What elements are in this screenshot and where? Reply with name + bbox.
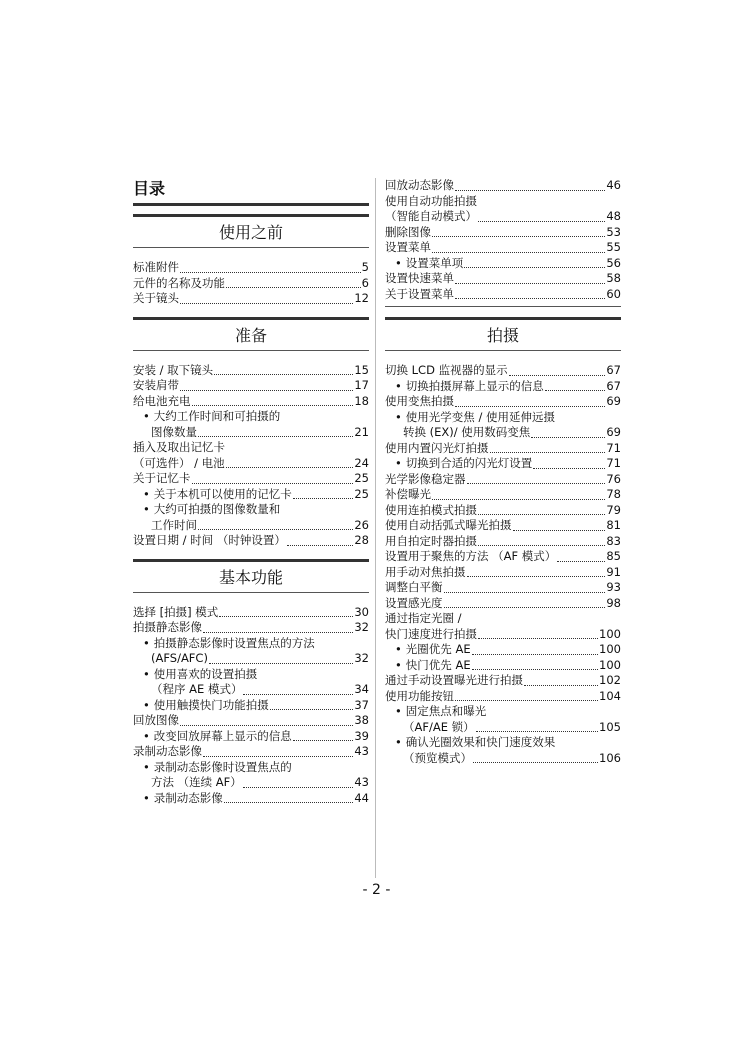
toc-entry-text: 使用自动括弧式曝光拍摄: [385, 518, 512, 532]
toc-entry[interactable]: [385, 565, 621, 581]
toc-entry-text: 快门速度进行拍摄: [385, 626, 477, 641]
toc-entry-text: 使用光学变焦 / 使用延伸远摄: [405, 409, 555, 424]
toc-entry[interactable]: [385, 379, 621, 395]
toc-leader-dots: [524, 685, 598, 686]
toc-leader-dots: [214, 374, 353, 375]
toc-entry-page: 18: [354, 393, 369, 408]
bullet-icon: •: [395, 735, 402, 749]
toc-entry[interactable]: [133, 487, 369, 503]
toc-entry-page: 25: [354, 471, 369, 485]
toc-entry-text: 设置用于聚焦的方法 （AF 模式）: [385, 549, 557, 563]
column-divider: [375, 178, 376, 878]
toc-entry[interactable]: [385, 225, 621, 241]
toc-leader-dots: [243, 694, 353, 695]
toc-leader-dots: [270, 709, 354, 710]
toc-entry-page: 93: [606, 580, 621, 594]
toc-entry-page: 48: [606, 209, 621, 223]
toc-entry-text: 通过手动设置曝光进行拍摄: [385, 673, 523, 687]
toc-leader-dots: [545, 390, 606, 391]
right-top-rule: [385, 306, 621, 307]
toc-entry-page: 100: [599, 626, 621, 641]
bullet-icon: •: [143, 728, 150, 743]
section-spacer: [133, 593, 369, 605]
toc-leader-dots: [180, 303, 353, 304]
toc-leader-dots: [192, 483, 354, 484]
toc-entry[interactable]: [385, 534, 621, 550]
toc-entry-text: 方法 （连续 AF）: [151, 775, 242, 789]
section-gap: [133, 307, 369, 317]
toc-entry-page: 32: [354, 651, 369, 665]
toc-entry-page: 69: [606, 394, 621, 408]
section-spacer: [133, 351, 369, 363]
toc-entry[interactable]: [133, 729, 369, 745]
toc-leader-dots: [476, 731, 598, 732]
bullet-icon: •: [143, 486, 150, 501]
toc-entry-page: 60: [606, 286, 621, 301]
toc-entry-text: 拍摄静态影像时设置焦点的方法: [153, 635, 315, 650]
toc-entry[interactable]: [133, 440, 369, 456]
toc-entry[interactable]: [385, 425, 621, 441]
toc-entry[interactable]: [385, 287, 621, 303]
bullet-icon: •: [395, 378, 402, 393]
toc-entry-page: 56: [606, 255, 621, 270]
toc-entry-text: 切换 LCD 监视器的显示: [385, 363, 508, 377]
toc-leader-dots: [219, 616, 353, 617]
bullet-icon: •: [143, 666, 150, 681]
toc-entry[interactable]: [133, 775, 369, 791]
toc-entry-text: 使用内置闪光灯拍摄: [385, 440, 489, 455]
toc-entry-text: 用自拍定时器拍摄: [385, 533, 477, 548]
toc-entry[interactable]: [133, 713, 369, 729]
toc-entry-text: 录制动态影像: [133, 744, 202, 758]
toc-entry-text: 使用功能按钮: [385, 688, 454, 703]
toc-leader-dots: [455, 700, 598, 701]
toc-entry-text: 给电池充电: [133, 393, 191, 408]
toc-entry-page: 98: [606, 595, 621, 610]
toc-entry-text: 设置感光度: [385, 595, 443, 610]
toc-entry-text: 通过指定光圈 /: [385, 611, 462, 625]
toc-entry-page: 46: [606, 178, 621, 192]
bullet-icon: •: [143, 759, 150, 774]
toc-entry-page: 69: [606, 425, 621, 439]
toc-entry-page: 55: [606, 240, 621, 254]
toc-entry-text: 切换拍摄屏幕上显示的信息: [405, 378, 544, 393]
toc-entry-text: （可选件） / 电池: [133, 455, 225, 470]
toc-entry-text: 选择 [拍摄] 模式: [133, 604, 219, 619]
toc-leader-dots: [473, 762, 598, 763]
toc-entry-text: 设置日期 / 时间 （时钟设置）: [133, 533, 286, 547]
toc-entry-text: 关于设置菜单: [385, 286, 454, 301]
toc-entry-page: 25: [354, 486, 369, 501]
toc-leader-dots: [531, 437, 605, 438]
toc-entry[interactable]: [385, 704, 621, 720]
toc-entry[interactable]: [385, 580, 621, 596]
toc-entry-page: 81: [606, 518, 621, 532]
toc-leader-dots: [209, 663, 353, 664]
toc-leader-dots: [198, 529, 353, 530]
toc-entry-text: 固定焦点和曝光: [405, 704, 487, 718]
toc-entry-text: 大约可拍摄的图像数量和: [153, 502, 281, 516]
toc-entry[interactable]: [133, 760, 369, 776]
toc-entry[interactable]: [385, 735, 621, 751]
toc-entry[interactable]: [133, 791, 369, 807]
toc-entry-text: 插入及取出记忆卡: [133, 440, 225, 454]
toc-left-column: [133, 178, 369, 806]
toc-entry[interactable]: [385, 751, 621, 767]
toc-entry[interactable]: [133, 260, 369, 276]
toc-entry[interactable]: [385, 596, 621, 612]
toc-entry[interactable]: [133, 378, 369, 394]
toc-section: [133, 214, 369, 317]
toc-entry-text: 安装 / 取下镜头: [133, 362, 214, 377]
bullet-icon: •: [143, 635, 150, 650]
toc-entry-text: 确认光圈效果和快门速度效果: [405, 735, 556, 749]
toc-leader-dots: [478, 514, 605, 515]
toc-leader-dots: [444, 592, 606, 593]
toc-entry[interactable]: [385, 178, 621, 194]
toc-entry-page: 15: [354, 362, 369, 377]
toc-leader-dots: [224, 802, 354, 803]
toc-leader-dots: [226, 467, 354, 468]
toc-entry-page: 67: [606, 363, 621, 377]
toc-entry-text: 大约工作时间和可拍摄的: [153, 409, 281, 423]
toc-entry-page: 12: [354, 291, 369, 305]
toc-entry[interactable]: [385, 194, 621, 210]
toc-leader-dots: [287, 545, 354, 546]
section-heading: 使用之前: [133, 214, 369, 248]
section-entries: [385, 363, 621, 766]
toc-entry-text: （AF/AE 锁）: [403, 719, 475, 734]
bullet-icon: •: [143, 790, 150, 805]
toc-entry[interactable]: [133, 682, 369, 698]
toc-entry[interactable]: [385, 642, 621, 658]
section-entries: [133, 260, 369, 307]
toc-leader-dots: [467, 483, 606, 484]
toc-entry-text: 补偿曝光: [385, 487, 431, 501]
toc-entry-page: 26: [354, 517, 369, 532]
toc-entry-page: 30: [354, 604, 369, 619]
toc-entry-page: 34: [354, 682, 369, 696]
toc-entry-text: 关于记忆卡: [133, 471, 191, 485]
toc-entry[interactable]: [133, 518, 369, 534]
left-sections: [133, 206, 369, 806]
toc-entry[interactable]: [385, 456, 621, 472]
toc-entry-page: 38: [354, 713, 369, 727]
toc-leader-dots: [478, 545, 605, 546]
toc-entry-text: 图像数量: [151, 424, 197, 439]
toc-entry[interactable]: [385, 518, 621, 534]
toc-leader-dots: [472, 669, 598, 670]
toc-entry[interactable]: [385, 673, 621, 689]
toc-entry-page: 5: [361, 260, 369, 274]
toc-entry-text: 工作时间: [151, 517, 197, 532]
toc-leader-dots: [293, 498, 354, 499]
title-gap: [133, 206, 369, 214]
toc-entry-text: 使用喜欢的设置拍摄: [153, 666, 258, 681]
bullet-icon: •: [395, 657, 402, 672]
toc-title: 目录: [133, 179, 166, 198]
toc-entry-text: 关于本机可以使用的记忆卡: [153, 486, 292, 501]
toc-entry-text: 使用触摸快门功能拍摄: [153, 697, 269, 712]
toc-entry[interactable]: [133, 651, 369, 667]
toc-leader-dots: [478, 221, 605, 222]
toc-entry-page: 85: [606, 549, 621, 563]
toc-entry[interactable]: [385, 271, 621, 287]
bullet-icon: •: [395, 456, 402, 470]
toc-entry-page: 43: [354, 744, 369, 758]
toc-leader-dots: [203, 756, 353, 757]
toc-leader-dots: [444, 607, 606, 608]
bullet-icon: •: [143, 409, 150, 423]
section-spacer: [385, 351, 621, 363]
right-sections: [385, 317, 621, 766]
toc-leader-dots: [198, 436, 353, 437]
toc-entry-text: 标准附件: [133, 260, 179, 274]
toc-entry-text: 调整白平衡: [385, 580, 443, 594]
toc-entry[interactable]: [385, 720, 621, 736]
toc-entry-text: 回放动态影像: [385, 178, 454, 192]
toc-entry[interactable]: [385, 256, 621, 272]
toc-leader-dots: [432, 499, 605, 500]
toc-entry-page: 6: [361, 275, 369, 290]
toc-entry-page: 24: [354, 455, 369, 470]
toc-entry[interactable]: [385, 487, 621, 503]
toc-entry[interactable]: [133, 456, 369, 472]
toc-entry-text: 转换 (EX)/ 使用数码变焦: [403, 425, 531, 439]
section-entries: [133, 363, 369, 549]
bullet-icon: •: [395, 255, 402, 270]
toc-entry-page: 83: [606, 533, 621, 548]
toc-entry-page: 21: [354, 424, 369, 439]
toc-entry[interactable]: [133, 291, 369, 307]
toc-entry-page: 106: [599, 750, 621, 765]
toc-leader-dots: [180, 725, 353, 726]
toc-entry-page: 78: [606, 487, 621, 501]
toc-entry-page: 53: [606, 224, 621, 239]
toc-entry-text: 使用自动功能拍摄: [385, 193, 477, 208]
toc-entry[interactable]: [133, 425, 369, 441]
toc-entry-text: 删除图像: [385, 224, 431, 239]
toc-entry[interactable]: [133, 471, 369, 487]
toc-leader-dots: [180, 390, 353, 391]
toc-entry[interactable]: [385, 503, 621, 519]
toc-entry-page: 32: [354, 620, 369, 634]
toc-entry[interactable]: [385, 689, 621, 705]
toc-entry-page: 28: [354, 533, 369, 547]
toc-leader-dots: [509, 375, 606, 376]
toc-leader-dots: [513, 530, 606, 531]
toc-entry-text: 光圈优先 AE: [405, 642, 471, 656]
toc-entry-text: （程序 AE 模式）: [151, 682, 243, 696]
bullet-icon: •: [143, 502, 150, 516]
toc-entry-page: 76: [606, 471, 621, 486]
toc-entry-page: 17: [354, 378, 369, 392]
toc-entry-page: 43: [354, 775, 369, 789]
section-spacer: [133, 248, 369, 260]
toc-entry-text: 关于镜头: [133, 291, 179, 305]
toc-entry[interactable]: [385, 240, 621, 256]
toc-entry-page: 79: [606, 502, 621, 517]
toc-entry-text: 元件的名称及功能: [133, 275, 225, 290]
toc-leader-dots: [464, 267, 605, 268]
toc-entry[interactable]: [133, 502, 369, 518]
right-top-entries: [385, 178, 621, 302]
toc-entry-text: （智能自动模式）: [385, 209, 477, 223]
section-entries: [133, 605, 369, 807]
toc-section: [133, 559, 369, 807]
toc-entry-page: 44: [354, 790, 369, 805]
toc-entry[interactable]: [133, 744, 369, 760]
toc-entry[interactable]: [385, 363, 621, 379]
toc-entry-text: 设置快速菜单: [385, 271, 454, 285]
toc-entry[interactable]: [385, 549, 621, 565]
toc-entry-text: 使用变焦拍摄: [385, 394, 454, 408]
toc-leader-dots: [557, 561, 605, 562]
toc-entry-text: 回放图像: [133, 713, 179, 727]
toc-entry[interactable]: [133, 363, 369, 379]
toc-leader-dots: [455, 406, 605, 407]
section-heading: 拍摄: [385, 317, 621, 351]
toc-right-column: [385, 178, 621, 766]
toc-leader-dots: [432, 236, 605, 237]
toc-entry-text: 使用连拍模式拍摄: [385, 502, 477, 517]
toc-entry-text: 录制动态影像: [153, 790, 223, 805]
toc-entry-page: 105: [599, 719, 621, 734]
page-number: - 2 -: [362, 882, 391, 898]
toc-entry[interactable]: [385, 441, 621, 457]
toc-entry-text: 用手动对焦拍摄: [385, 564, 466, 579]
toc-entry[interactable]: [133, 394, 369, 410]
toc-entry-text: 拍摄静态影像: [133, 620, 202, 634]
toc-entry[interactable]: [385, 611, 621, 627]
toc-leader-dots: [533, 468, 605, 469]
toc-entry-page: 67: [606, 378, 621, 393]
toc-entry-text: 快门优先 AE: [405, 657, 471, 672]
bullet-icon: •: [395, 642, 402, 656]
toc-entry[interactable]: [133, 698, 369, 714]
toc-section: [385, 317, 621, 766]
toc-entry[interactable]: [385, 209, 621, 225]
toc-entry[interactable]: [385, 627, 621, 643]
toc-entry-text: 设置菜单项: [405, 255, 464, 270]
section-heading: 基本功能: [133, 559, 369, 593]
toc-entry[interactable]: [385, 410, 621, 426]
toc-entry[interactable]: [133, 276, 369, 292]
toc-leader-dots: [490, 452, 606, 453]
toc-leader-dots: [243, 787, 354, 788]
toc-entry[interactable]: [133, 667, 369, 683]
toc-leader-dots: [180, 272, 361, 273]
toc-leader-dots: [472, 654, 598, 655]
toc-leader-dots: [293, 740, 354, 741]
toc-leader-dots: [467, 576, 606, 577]
toc-entry[interactable]: [385, 658, 621, 674]
toc-entry-text: 安装肩带: [133, 378, 179, 392]
toc-entry-page: 91: [606, 564, 621, 579]
toc-entry[interactable]: [133, 636, 369, 652]
toc-entry-text: (AFS/AFC): [151, 651, 208, 665]
toc-entry-page: 100: [599, 657, 621, 672]
section-heading: 准备: [133, 317, 369, 351]
toc-entry-page: 37: [354, 697, 369, 712]
toc-entry-page: 71: [606, 440, 621, 455]
bullet-icon: •: [395, 409, 402, 424]
toc-leader-dots: [192, 405, 354, 406]
toc-entry-page: 39: [354, 728, 369, 743]
toc-leader-dots: [432, 252, 605, 253]
toc-leader-dots: [455, 298, 605, 299]
toc-leader-dots: [203, 632, 353, 633]
toc-section: [133, 317, 369, 559]
toc-entry-text: （预览模式）: [403, 750, 472, 765]
toc-entry-page: 102: [599, 673, 621, 687]
toc-entry-text: 录制动态影像时设置焦点的: [153, 759, 292, 774]
toc-entry[interactable]: [133, 409, 369, 425]
toc-entry-page: 58: [606, 271, 621, 285]
toc-entry[interactable]: [133, 620, 369, 636]
toc-leader-dots: [226, 287, 361, 288]
section-gap: [133, 549, 369, 559]
toc-entry[interactable]: [133, 533, 369, 549]
toc-entry[interactable]: [133, 605, 369, 621]
toc-entry-page: 100: [599, 642, 621, 656]
toc-entry-text: 设置菜单: [385, 240, 431, 254]
toc-entry[interactable]: [385, 472, 621, 488]
toc-leader-dots: [455, 283, 605, 284]
toc-entry-text: 切换到合适的闪光灯设置: [405, 456, 533, 470]
toc-leader-dots: [455, 190, 605, 191]
toc-entry-text: 改变回放屏幕上显示的信息: [153, 728, 292, 743]
toc-entry-page: 71: [606, 456, 621, 470]
bullet-icon: •: [143, 697, 150, 712]
bullet-icon: •: [395, 704, 402, 718]
toc-entry[interactable]: [385, 394, 621, 410]
toc-entry-text: 光学影像稳定器: [385, 471, 466, 486]
toc-entry-page: 104: [599, 688, 621, 703]
toc-leader-dots: [478, 638, 598, 639]
